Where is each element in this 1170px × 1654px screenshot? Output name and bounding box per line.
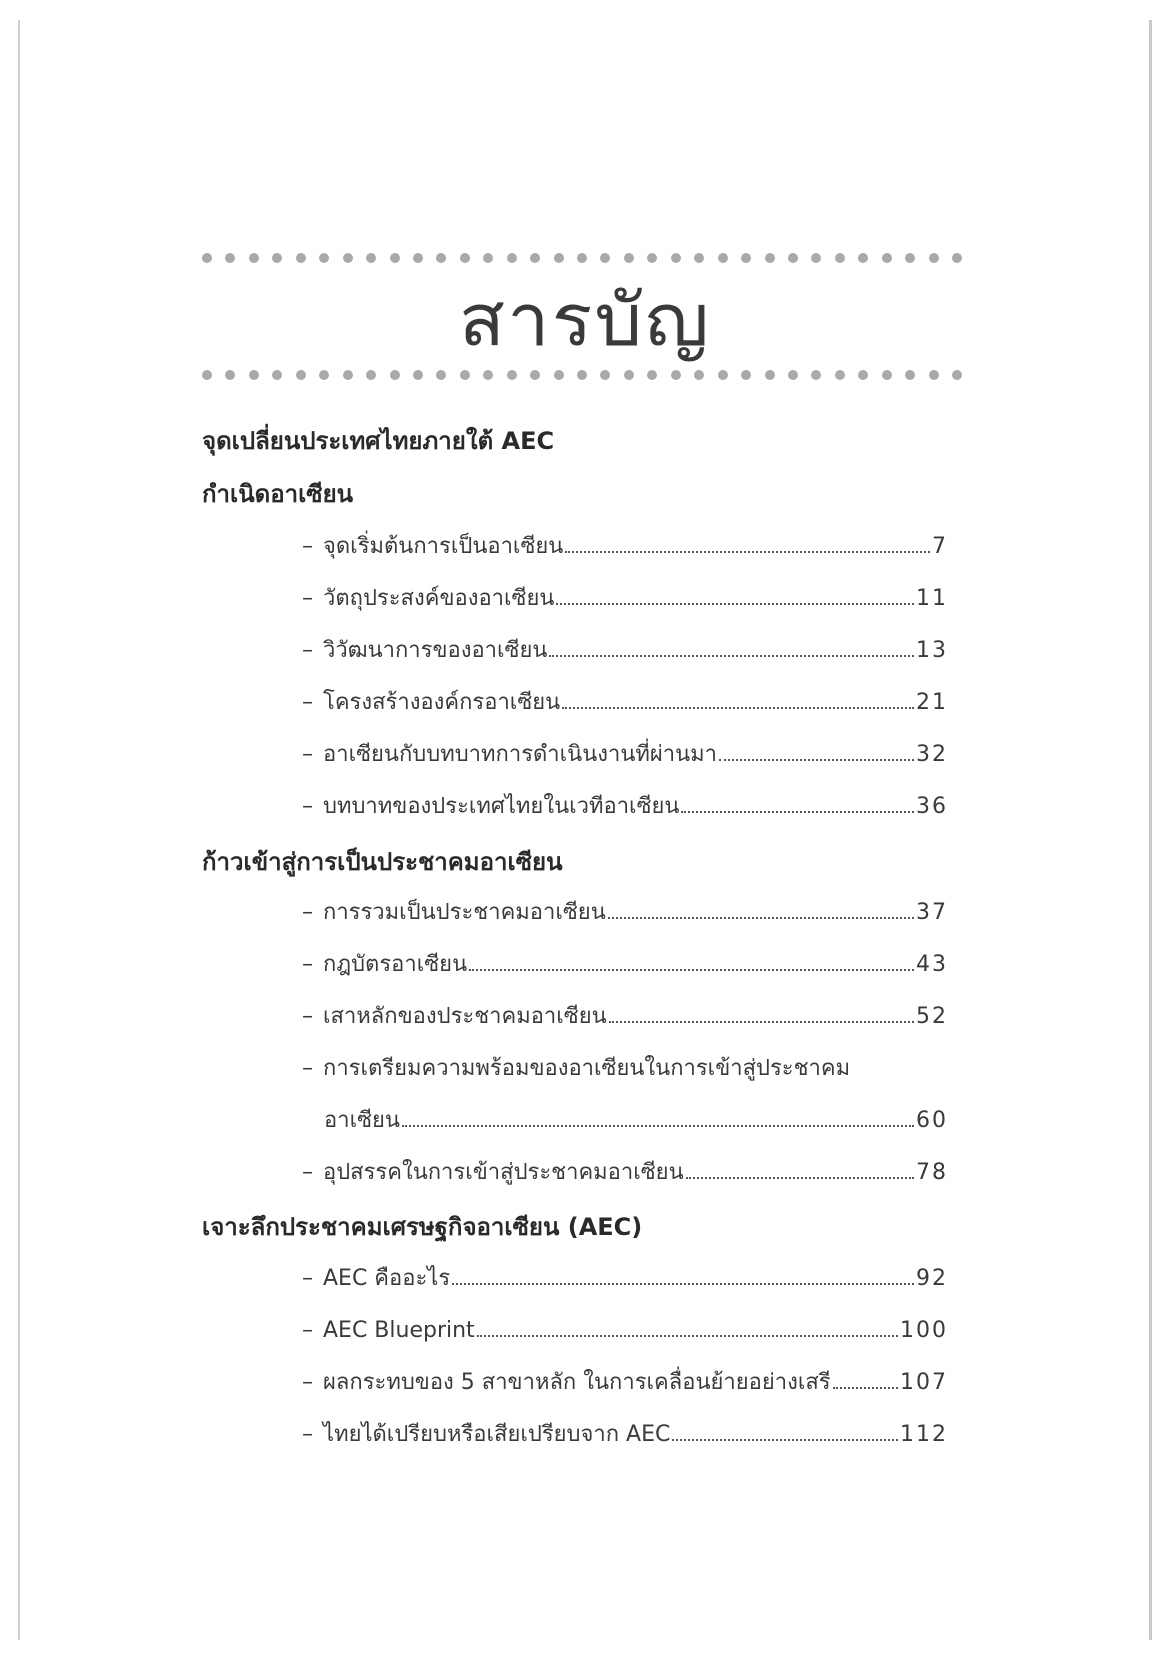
entry-dash: – <box>302 1370 313 1395</box>
toc-entry[interactable] <box>302 1000 948 1034</box>
entry-page-number: 43 <box>916 952 948 977</box>
entry-dash: – <box>302 1160 313 1185</box>
entry-label: กฎบัตรอาเซียน <box>323 952 468 977</box>
dot-leader <box>681 811 914 813</box>
entry-dash: – <box>302 742 313 767</box>
dotted-divider-top <box>202 251 962 265</box>
entry-page-number: 92 <box>916 1266 948 1291</box>
dot-leader <box>719 759 914 761</box>
toc-entry[interactable] <box>302 1418 948 1452</box>
entry-label: ไทยได้เปรียบหรือเสียเปรียบจาก AEC <box>323 1422 671 1447</box>
entry-dash: – <box>302 1266 313 1291</box>
entry-dash: – <box>302 794 313 819</box>
toc-entry[interactable] <box>302 790 948 824</box>
toc-entry[interactable] <box>302 1366 948 1400</box>
entry-page-number: 36 <box>916 794 948 819</box>
dot-leader <box>833 1387 898 1389</box>
dot-leader <box>672 1439 898 1441</box>
page-title: สารบัญ <box>458 278 712 362</box>
dot-leader <box>609 1021 914 1023</box>
dot-leader <box>562 707 914 709</box>
page-edge-right <box>1149 20 1152 1640</box>
entry-dash: – <box>302 900 313 925</box>
section-heading: กำเนิดอาเซียน <box>202 480 354 508</box>
entry-page-number: 78 <box>916 1160 948 1185</box>
entry-dash: – <box>302 1004 313 1029</box>
entry-dash: – <box>302 690 313 715</box>
entry-page-number: 21 <box>916 690 948 715</box>
dot-leader <box>565 551 930 553</box>
entry-dash: – <box>302 586 313 611</box>
entry-label: AEC Blueprint <box>323 1318 475 1343</box>
toc-entry[interactable] <box>302 1052 948 1138</box>
toc-entry[interactable] <box>302 948 948 982</box>
toc-entry[interactable] <box>302 686 948 720</box>
entry-label: การเตรียมความพร้อมของอาเซียนในการเข้าสู่ประชาคม <box>323 1056 851 1081</box>
section-heading: จุดเปลี่ยนประเทศไทยภายใต้ AEC <box>202 427 555 455</box>
entry-page-number: 13 <box>916 638 948 663</box>
dot-leader <box>452 1283 914 1285</box>
dot-leader <box>402 1125 914 1127</box>
entry-dash: – <box>302 534 313 559</box>
entry-label-continued: อาเซียน <box>324 1108 400 1133</box>
entry-label: บทบาทของประเทศไทยในเวทีอาเซียน <box>323 794 680 819</box>
entry-page-number: 52 <box>916 1004 948 1029</box>
entry-label-line1 <box>302 1052 948 1086</box>
entry-dash: – <box>302 952 313 977</box>
section-heading: เจาะลึกประชาคมเศรษฐกิจอาเซียน (AEC) <box>202 1213 643 1241</box>
entry-page-number: 112 <box>900 1422 948 1447</box>
entry-dash: – <box>302 1318 313 1343</box>
entry-label: การรวมเป็นประชาคมอาเซียน <box>323 900 606 925</box>
dot-leader <box>686 1177 914 1179</box>
entry-label: อาเซียนกับบทบาทการดำเนินงานที่ผ่านมา <box>323 742 718 767</box>
section-heading: ก้าวเข้าสู่การเป็นประชาคมอาเซียน <box>202 848 563 876</box>
entry-page-number: 107 <box>900 1370 948 1395</box>
entry-page-number: 60 <box>916 1108 948 1133</box>
entry-dash: – <box>302 1422 313 1447</box>
entry-label: วัตถุประสงค์ของอาเซียน <box>323 586 555 611</box>
entry-label: ผลกระทบของ 5 สาขาหลัก ในการเคลื่อนย้ายอย่างเสรี <box>323 1370 831 1395</box>
entry-dash: – <box>302 638 313 663</box>
toc-entry[interactable] <box>302 896 948 930</box>
toc-entry[interactable] <box>302 738 948 772</box>
entry-page-number: 7 <box>932 534 948 559</box>
dot-leader <box>477 1335 898 1337</box>
dot-leader <box>556 603 914 605</box>
entry-page-number: 11 <box>916 586 948 611</box>
entry-label: AEC คืออะไร <box>323 1266 451 1291</box>
dot-leader <box>549 655 914 657</box>
entry-label-line2 <box>302 1104 948 1138</box>
entry-label: โครงสร้างองค์กรอาเซียน <box>323 690 561 715</box>
dot-leader <box>469 969 914 971</box>
entry-label: วิวัฒนาการของอาเซียน <box>323 638 548 663</box>
entry-label: จุดเริ่มต้นการเป็นอาเซียน <box>323 534 564 559</box>
entry-dash: – <box>302 1056 313 1081</box>
toc-entry[interactable] <box>302 1156 948 1190</box>
dotted-divider-bottom <box>202 368 962 382</box>
toc-entry[interactable] <box>302 1262 948 1296</box>
entry-label: อุปสรรคในการเข้าสู่ประชาคมอาเซียน <box>323 1160 684 1185</box>
toc-entry[interactable] <box>302 1314 948 1348</box>
entry-page-number: 100 <box>900 1318 948 1343</box>
entry-page-number: 37 <box>916 900 948 925</box>
dot-leader <box>608 917 914 919</box>
toc-entry[interactable] <box>302 634 948 668</box>
toc-entry[interactable] <box>302 582 948 616</box>
entry-label: เสาหลักของประชาคมอาเซียน <box>323 1004 607 1029</box>
entry-page-number: 32 <box>916 742 948 767</box>
page-edge-left <box>18 20 20 1640</box>
toc-entry[interactable] <box>302 530 948 564</box>
